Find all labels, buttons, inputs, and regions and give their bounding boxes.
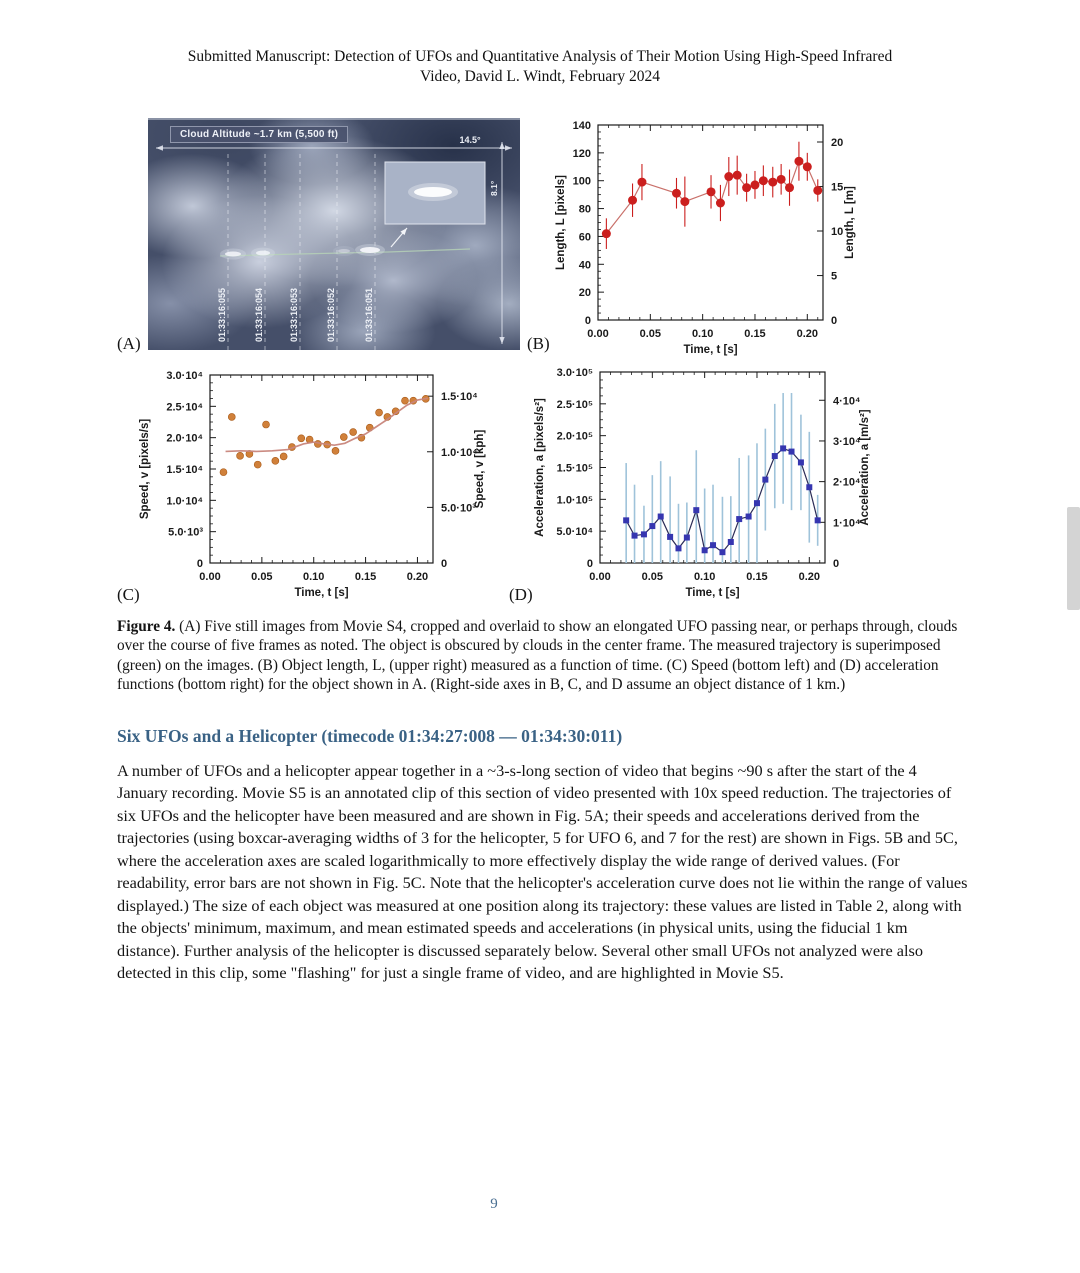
frame-timestamp-label: 01:33:16:053 bbox=[289, 287, 299, 342]
figure-caption-text: (A) Five still images from Movie S4, cropped and overlaid to show an elongated UFO passing near, or perhaps through, clouds over the course of five frames as noted. The object is obscured by clouds in the center frame. The measured trajectory is superimposed (green) on the images. (B) Object length, L, (upper right) measured as a function of time. (C) Speed (bottom left) and (D) acceleration functions (bottom right) for the object shown in A. (Right-side axes in B, C, and D assume an object distance of 1 km.) bbox=[117, 618, 958, 694]
svg-text:2·10⁴: 2·10⁴ bbox=[833, 476, 861, 489]
svg-text:0.10: 0.10 bbox=[691, 328, 714, 340]
svg-text:2.0·10⁴: 2.0·10⁴ bbox=[166, 432, 203, 445]
plot-panel-D bbox=[505, 362, 955, 605]
frame-timestamp-label: 01:33:16:055 bbox=[217, 287, 227, 342]
svg-text:Speed, v [kph]: Speed, v [kph] bbox=[474, 429, 486, 509]
vertical-angle-label: 8.1° bbox=[489, 180, 499, 196]
horizontal-angle-label: 14.5° bbox=[459, 135, 481, 145]
svg-text:1.5·10⁵: 1.5·10⁵ bbox=[556, 462, 593, 475]
figure-panel-a-image bbox=[148, 118, 520, 350]
svg-text:0.10: 0.10 bbox=[303, 571, 325, 583]
plot-panel-B bbox=[530, 113, 958, 359]
svg-text:0.20: 0.20 bbox=[406, 571, 429, 583]
svg-text:0.05: 0.05 bbox=[639, 328, 662, 340]
page-number: 9 bbox=[490, 1196, 498, 1212]
svg-text:0.15: 0.15 bbox=[744, 328, 766, 340]
panel-c-letter: (C) bbox=[117, 585, 140, 604]
svg-text:120: 120 bbox=[572, 147, 591, 160]
ufo-blob bbox=[225, 252, 241, 257]
svg-text:0: 0 bbox=[833, 558, 840, 570]
svg-text:20: 20 bbox=[578, 287, 591, 300]
svg-text:10: 10 bbox=[831, 225, 844, 238]
svg-text:Length, L [pixels]: Length, L [pixels] bbox=[555, 175, 567, 270]
svg-text:0.00: 0.00 bbox=[589, 571, 611, 583]
svg-text:Speed, v [pixels/s]: Speed, v [pixels/s] bbox=[139, 418, 151, 520]
svg-text:140: 140 bbox=[572, 120, 591, 132]
svg-text:0.20: 0.20 bbox=[798, 571, 821, 583]
svg-text:1.5·10⁴: 1.5·10⁴ bbox=[166, 464, 203, 476]
svg-text:Time, t [s]: Time, t [s] bbox=[294, 587, 349, 599]
svg-text:0.00: 0.00 bbox=[587, 328, 609, 340]
svg-text:4·10⁴: 4·10⁴ bbox=[833, 395, 861, 408]
chart-length-vs-time bbox=[530, 113, 958, 364]
section-body: A number of UFOs and a helicopter appear together in a ~3-s-long section of video that begins ~90 s after the start of the 4 January recording. Movie S5 is an annotated clip of this section of video presented with 10x speed reduction. The trajectories of six UFOs and the helicopter have been measured and are shown in Fig. 5A; their speeds and accelerations derived from the trajectories (using boxcar-averaging widths of 3 for the helicopter, 5 for UFO 6, and 7 for the rest) are shown in Figs. 5B and 5C, where the acceleration axes are scaled logarithmically to more effectively display the wide range of derived values. (For readability, error bars are not shown in Fig. 5C. Note that the helicopter's acceleration curve does not lie within the range of values displayed.) The size of each object was measured at one position along its trajectory: these values are listed in Table 2, along with the objects' minimum, maximum, and mean estimated speeds and accelerations (in physical units, using the fiducial 1 km distance). Further analysis of the helicopter is discussed separately below. Several other small UFOs not analyzed were also detected in this clip, some "flashing" for just a single frame of video, and are highlighted in Movie S5. bbox=[117, 761, 968, 983]
figure-caption-lead: Figure 4. bbox=[117, 618, 176, 635]
svg-text:5.0·10³: 5.0·10³ bbox=[441, 502, 476, 515]
svg-text:60: 60 bbox=[578, 231, 591, 244]
header-line-1: Submitted Manuscript: Detection of UFOs and Quantitative Analysis of Their Motion Using High-Speed Infrared bbox=[187, 48, 893, 65]
svg-text:1.0·10⁴: 1.0·10⁴ bbox=[166, 495, 203, 508]
svg-text:0.10: 0.10 bbox=[693, 571, 716, 583]
svg-text:Time, t [s]: Time, t [s] bbox=[683, 344, 738, 356]
svg-text:0.05: 0.05 bbox=[641, 571, 664, 583]
panel-a-letter: (A) bbox=[117, 334, 141, 353]
svg-text:0: 0 bbox=[584, 315, 591, 327]
header-line-2: Video, David L. Windt, February 2024 bbox=[419, 67, 661, 85]
svg-text:1.0·10⁵: 1.0·10⁵ bbox=[556, 494, 593, 507]
manuscript-header bbox=[110, 47, 970, 86]
svg-text:0.20: 0.20 bbox=[796, 328, 819, 340]
panel-a-annotations bbox=[148, 118, 520, 350]
svg-text:1.0·10⁴: 1.0·10⁴ bbox=[441, 446, 478, 459]
svg-text:3.0·10⁴: 3.0·10⁴ bbox=[166, 370, 203, 382]
chart-speed-vs-time bbox=[110, 362, 545, 610]
svg-text:0: 0 bbox=[586, 558, 593, 570]
svg-text:0: 0 bbox=[196, 558, 203, 570]
svg-text:5.0·10³: 5.0·10³ bbox=[168, 526, 203, 539]
scrollbar-thumb[interactable] bbox=[1067, 507, 1080, 610]
ufo-blob bbox=[338, 249, 350, 253]
svg-text:Length, L [m]: Length, L [m] bbox=[844, 186, 856, 259]
svg-text:0: 0 bbox=[831, 315, 838, 327]
svg-text:1·10⁴: 1·10⁴ bbox=[833, 517, 861, 530]
svg-text:Time, t [s]: Time, t [s] bbox=[685, 587, 740, 599]
svg-text:40: 40 bbox=[578, 259, 591, 272]
panel-d-letter: (D) bbox=[509, 585, 533, 604]
svg-text:3·10⁴: 3·10⁴ bbox=[833, 435, 861, 448]
svg-text:1.5·10⁴: 1.5·10⁴ bbox=[441, 391, 478, 404]
cloud-altitude-label: Cloud Altitude ~1.7 km (5,500 ft) bbox=[170, 126, 348, 143]
svg-text:0.00: 0.00 bbox=[199, 571, 221, 583]
svg-text:2.5·10⁵: 2.5·10⁵ bbox=[556, 398, 593, 411]
section-heading: Six UFOs and a Helicopter (timecode 01:34:27:008 — 01:34:30:011) bbox=[117, 726, 623, 746]
svg-text:Acceleration, a [pixels/s²]: Acceleration, a [pixels/s²] bbox=[534, 398, 546, 537]
svg-text:80: 80 bbox=[578, 203, 591, 216]
svg-text:2.0·10⁵: 2.0·10⁵ bbox=[556, 430, 593, 443]
svg-text:0.15: 0.15 bbox=[354, 571, 377, 583]
svg-text:0.15: 0.15 bbox=[746, 571, 768, 583]
svg-text:2.5·10⁴: 2.5·10⁴ bbox=[166, 401, 203, 414]
inset-ufo-blob bbox=[414, 187, 452, 197]
plot-panel-C bbox=[110, 362, 545, 605]
chart-acceleration-vs-time bbox=[505, 362, 955, 610]
frame-timestamp-label: 01:33:16:054 bbox=[254, 287, 264, 342]
svg-text:5.0·10⁴: 5.0·10⁴ bbox=[556, 526, 593, 539]
figure-caption bbox=[117, 617, 973, 695]
frame-timestamp-label: 01:33:16:051 bbox=[364, 287, 374, 342]
svg-text:100: 100 bbox=[572, 175, 591, 188]
frame-timestamp-label: 01:33:16:052 bbox=[326, 287, 336, 342]
ufo-blob bbox=[360, 247, 380, 253]
svg-text:15: 15 bbox=[831, 181, 844, 194]
svg-text:3.0·10⁵: 3.0·10⁵ bbox=[556, 367, 593, 379]
ufo-blob bbox=[256, 251, 270, 256]
svg-text:20: 20 bbox=[831, 136, 844, 149]
svg-text:0.05: 0.05 bbox=[251, 571, 273, 583]
svg-text:5: 5 bbox=[831, 270, 838, 283]
svg-text:0: 0 bbox=[441, 558, 448, 570]
panel-b-letter: (B) bbox=[527, 334, 550, 353]
svg-text:Acceleration, a [m/s²]: Acceleration, a [m/s²] bbox=[859, 409, 871, 526]
